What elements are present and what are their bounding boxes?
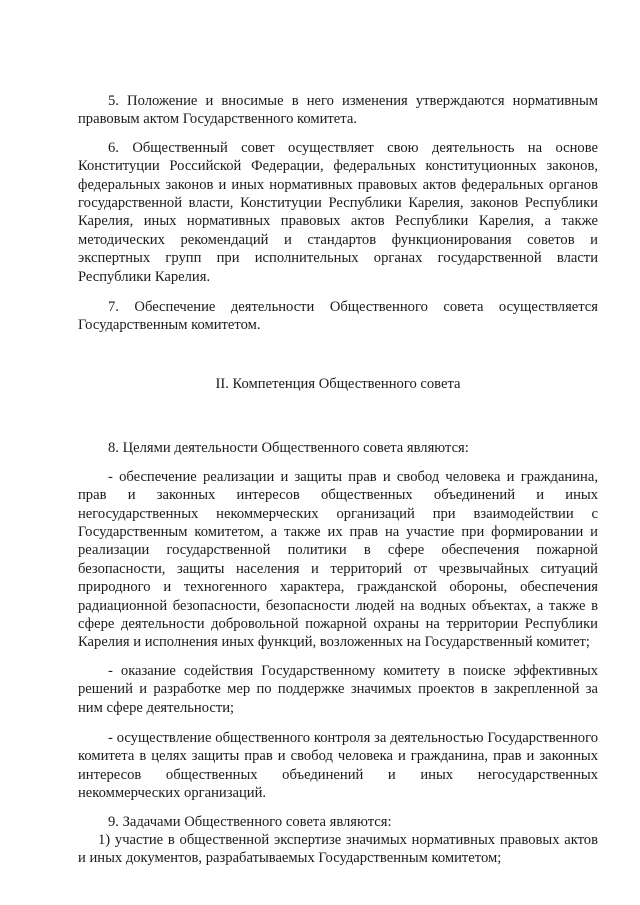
- paragraph-9-item-1: 1) участие в общественной экспертизе значимых нормативных правовых актов и иных документов, разрабатываемых Государственным комитетом;: [78, 832, 598, 867]
- document-page: [78, 92, 598, 868]
- section-heading: II. Компетенция Общественного совета: [215, 375, 461, 392]
- paragraph-8-item-3: - осуществление общественного контроля за деятельностью Государственного комитета в целях защиты прав и свобод человека и гражданина, прав и законных интересов общественных объединений и иных негосударственных некоммерческих организаций.: [78, 729, 598, 802]
- paragraph-5: 5. Положение и вносимые в него изменения утверждаются нормативным правовым актом Государственного комитета.: [78, 93, 598, 128]
- paragraph-6: 6. Общественный совет осуществляет свою деятельность на основе Конституции Российской Федерации, федеральных конституционных законов, федеральных законов и иных нормативных правовых актов федеральных органов государственной власти, Конституции Республики Карелия, законов Республики Карелия, иных нормативных правовых актов Республики Карелия, а также методических рекомендаций и стандартов функционирования советов и экспертных групп при исполнительных органах государственной власти Республики Карелия.: [78, 139, 598, 285]
- paragraph-8-item-2: - оказание содействия Государственному комитету в поиске эффективных решений и разработке мер по поддержке значимых проектов в закрепленной за ним сфере деятельности;: [78, 662, 598, 716]
- paragraph-7: 7. Обеспечение деятельности Общественного совета осуществляется Государственным комитетом.: [78, 299, 598, 334]
- paragraph-8: 8. Целями деятельности Общественного совета являются:: [108, 440, 469, 457]
- paragraph-9: 9. Задачами Общественного совета являются:: [108, 813, 392, 830]
- paragraph-8-item-1: - обеспечение реализации и защиты прав и свобод человека и гражданина, прав и законных интересов общественных объединений и иных негосударственных некоммерческих организаций при взаимодействии с Государственным комитетом, а также их прав на участие при формировании и реализации государственной политики в сфере обеспечения пожарной безопасности, защиты населения и территорий от чрезвычайных ситуаций природного и техногенного характера, гражданской обороны, обеспечения радиационной безопасности, безопасности людей на водных объектах, а также в сфере деятельности добровольной пожарной охраны на территории Республики Карелия и исполнения иных функций, возложенных на Государственный комитет;: [78, 468, 598, 651]
